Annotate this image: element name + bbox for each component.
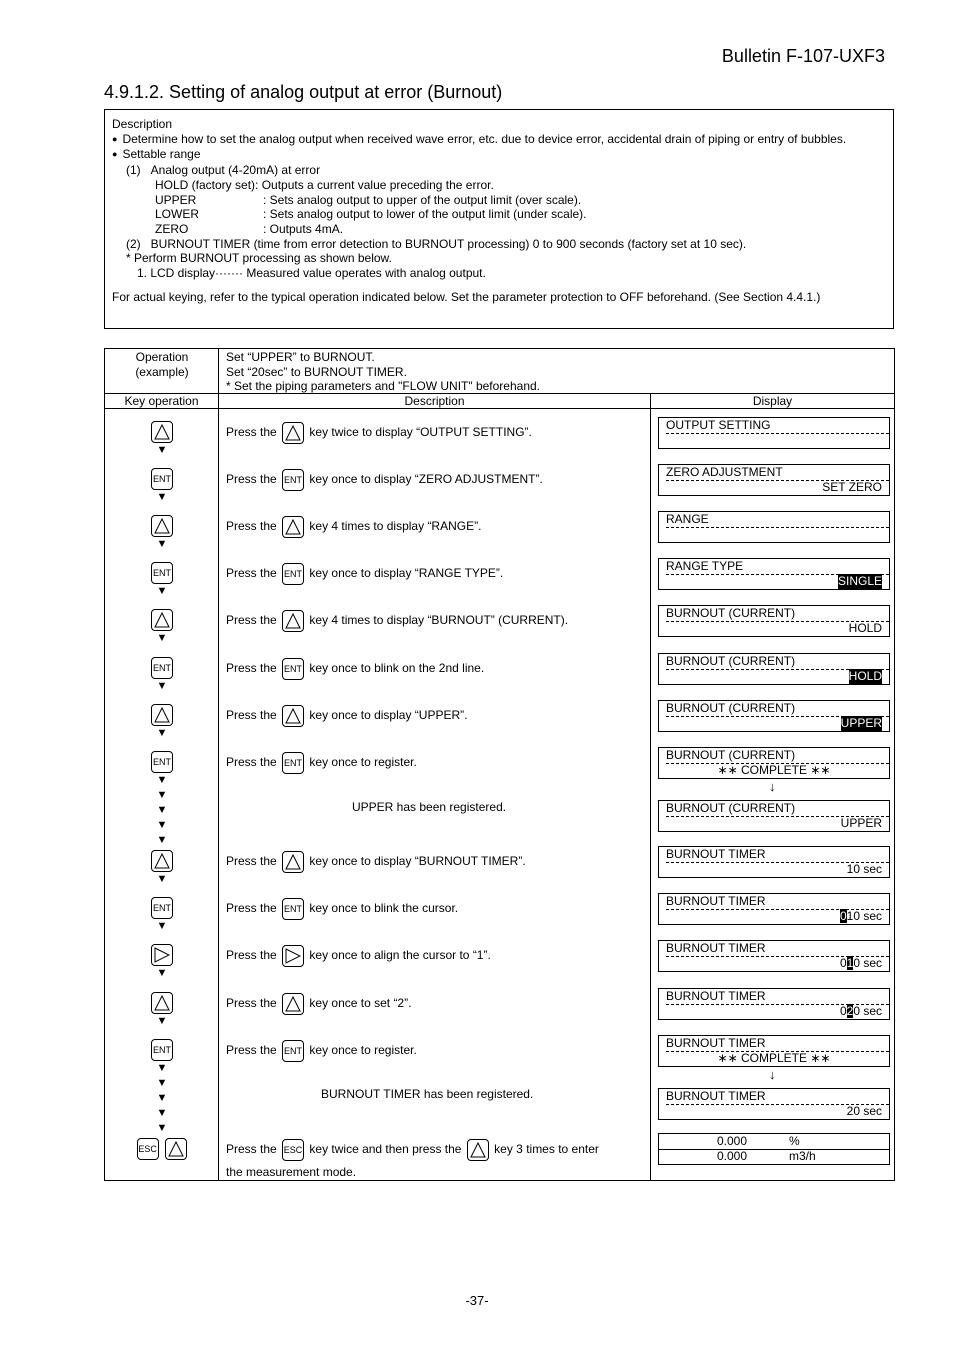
lcd-display: BURNOUT (CURRENT) ∗∗ COMPLETE ∗∗ [658, 747, 890, 779]
registered-note: UPPER has been registered. [352, 800, 507, 814]
ent-key-icon: ENT [282, 563, 304, 585]
operation-example-label: Operation (example) [135, 350, 189, 379]
lcd-note: 1. LCD display······· Measured value operates with analog output. [137, 266, 486, 281]
burnout-note: * Perform BURNOUT processing as shown below. [126, 251, 392, 266]
ent-key-icon: ENT [151, 897, 173, 919]
column-header-description: Description [404, 394, 465, 408]
esc-key-icon: ESC [137, 1138, 159, 1160]
right-key-icon [282, 945, 304, 967]
description-box [104, 109, 894, 329]
lcd-display: BURNOUT TIMER 010 sec [658, 893, 890, 925]
range-item-2: (2) BURNOUT TIMER (time from error detection to BURNOUT processing) 0 to 900 seconds (factory set at 10 sec). [126, 236, 747, 251]
ent-key-icon: ENT [282, 469, 304, 491]
up-key-icon [151, 992, 173, 1014]
bullet-icon [112, 132, 122, 146]
range-item-1: (1) Analog output (4-20mA) at error [126, 163, 321, 178]
lcd-display: OUTPUT SETTING [658, 417, 890, 449]
up-key-icon [282, 993, 304, 1015]
ent-key-icon: ENT [151, 468, 173, 490]
lcd-display: BURNOUT (CURRENT) HOLD [658, 653, 890, 685]
up-key-icon [282, 851, 304, 873]
up-key-icon [151, 704, 173, 726]
up-key-icon [282, 516, 304, 538]
ent-key-icon: ENT [282, 1040, 304, 1062]
up-key-icon [282, 422, 304, 444]
lcd-display: RANGE TYPE SINGLE [658, 558, 890, 590]
lcd-display: BURNOUT TIMER 10 sec [658, 846, 890, 878]
page-number: -37- [465, 1293, 489, 1308]
lcd-display: ZERO ADJUSTMENT SET ZERO [658, 464, 890, 496]
ent-key-icon: ENT [151, 562, 173, 584]
section-title: 4.9.1.2. Setting of analog output at error (Burnout) [104, 82, 503, 102]
up-key-icon [282, 610, 304, 632]
ent-key-icon: ENT [282, 752, 304, 774]
up-key-icon [151, 850, 173, 872]
bullet-icon [112, 147, 122, 161]
lcd-display: BURNOUT (CURRENT) HOLD [658, 605, 890, 637]
lcd-display: RANGE [658, 511, 890, 543]
up-key-icon [467, 1139, 489, 1161]
range-upper: UPPER : Sets analog output to upper of the output limit (over scale). [155, 192, 582, 207]
up-key-icon [165, 1138, 187, 1160]
column-header-display: Display [752, 394, 793, 408]
right-key-icon [151, 944, 173, 966]
registered-note: BURNOUT TIMER has been registered. [321, 1087, 534, 1101]
down-arrow-icon: ↓ [769, 779, 776, 794]
range-lower: LOWER : Sets analog output to lower of the output limit (under scale). [155, 207, 587, 222]
description-footer: For actual keying, refer to the typical operation indicated below. Set the parameter protection to OFF beforehand. (See Section 4.4.1.) [112, 289, 821, 304]
esc-key-icon: ESC [282, 1139, 304, 1161]
lcd-display: BURNOUT (CURRENT) UPPER [658, 800, 890, 832]
up-key-icon [151, 421, 173, 443]
operation-table: Operation (example) Set “UPPER” to BURNOUT. Set “20sec” to BURNOUT TIMER. * Set the piping parameters and "FLOW UNIT" beforehand. Key operation Description Display ▼ Press the key twice to display “OUTPUT SETTING”. OUTPUT SETTING ENT ▼ Press the ENT key once to display “ZERO ADJUSTMENT”. ZERO ADJUSTMENT SET ZERO ▼ Press the key 4 times to display “RANGE”. RANGE ENT ▼ Press the ENT key once to display “RANGE TYPE”. RANGE TYPE SINGLE ▼ Press the key 4 times to display “BURNOUT” (CURRENT). BURNOUT (CURRENT) HOLD ENT ▼ Press the ENT key once to blink on the 2nd line. BURNOUT (CURRENT) HOLD ▼ Press the key once to display “UPPER”. BURNOUT (CURRENT) UPPER ENT ▼ ▼ ▼ ▼ ▼ Press the ENT key once to register. BURNOUT (CURRENT) ∗∗ COMPLETE ∗∗ ↓ UPPER has been registered. BURNOUT (CURRENT) UPPER ▼ Press the key once to display “BURNOUT TIMER”. BURNOUT TIMER 10 sec ENT ▼ Press the ENT key once to blink the cursor. BURNOUT TIMER 010 sec ▼ Press the key once to align the cursor to “1”. BURNOUT TIMER 010 sec ▼ Press the key once to set “2”. BURNOUT TIMER 020 sec ENT ▼ ▼ ▼ ▼ ▼ Press the ENT key once to register. BURNOUT TIMER ∗∗ COMPLETE ∗∗ ↓ BURNOUT TIMER has been registered. BURNOUT TIMER 20 sec ESC Press the ESC key twice and then press the key 3 times to enter the measurement mode. 0.000 % 0.000 m3/h [104, 348, 895, 1181]
up-key-icon [151, 515, 173, 537]
description-bullet-2: ● Settable range [112, 147, 886, 163]
bulletin-number: Bulletin F-107-UXF3 [721, 46, 885, 66]
description-bullet-1: ● Determine how to set the analog output when received wave error, etc. due to device error, accidental drain of piping or entry of bubbles. [112, 132, 886, 148]
down-arrow-icon: ↓ [769, 1067, 776, 1082]
lcd-display: BURNOUT TIMER 010 sec [658, 940, 890, 972]
lcd-display: BURNOUT TIMER ∗∗ COMPLETE ∗∗ [658, 1035, 890, 1067]
lcd-display: BURNOUT TIMER 20 sec [658, 1088, 890, 1120]
ent-key-icon: ENT [151, 1039, 173, 1061]
lcd-display: BURNOUT (CURRENT) UPPER [658, 700, 890, 732]
ent-key-icon: ENT [282, 898, 304, 920]
range-hold: HOLD (factory set): Outputs a current value preceding the error. [155, 177, 494, 192]
column-header-key: Key operation [124, 394, 199, 408]
range-zero: ZERO : Outputs 4mA. [155, 221, 344, 236]
ent-key-icon: ENT [282, 658, 304, 680]
operation-example-text: Set “UPPER” to BURNOUT. Set “20sec” to BURNOUT TIMER. * Set the piping parameters and "FLOW UNIT" beforehand. [226, 350, 541, 393]
lcd-display: BURNOUT TIMER 020 sec [658, 988, 890, 1020]
up-key-icon [151, 609, 173, 631]
lcd-measurement-display: 0.000 % 0.000 m3/h [658, 1133, 890, 1165]
ent-key-icon: ENT [151, 657, 173, 679]
description-title: Description [112, 117, 173, 131]
ent-key-icon: ENT [151, 751, 173, 773]
up-key-icon [282, 705, 304, 727]
